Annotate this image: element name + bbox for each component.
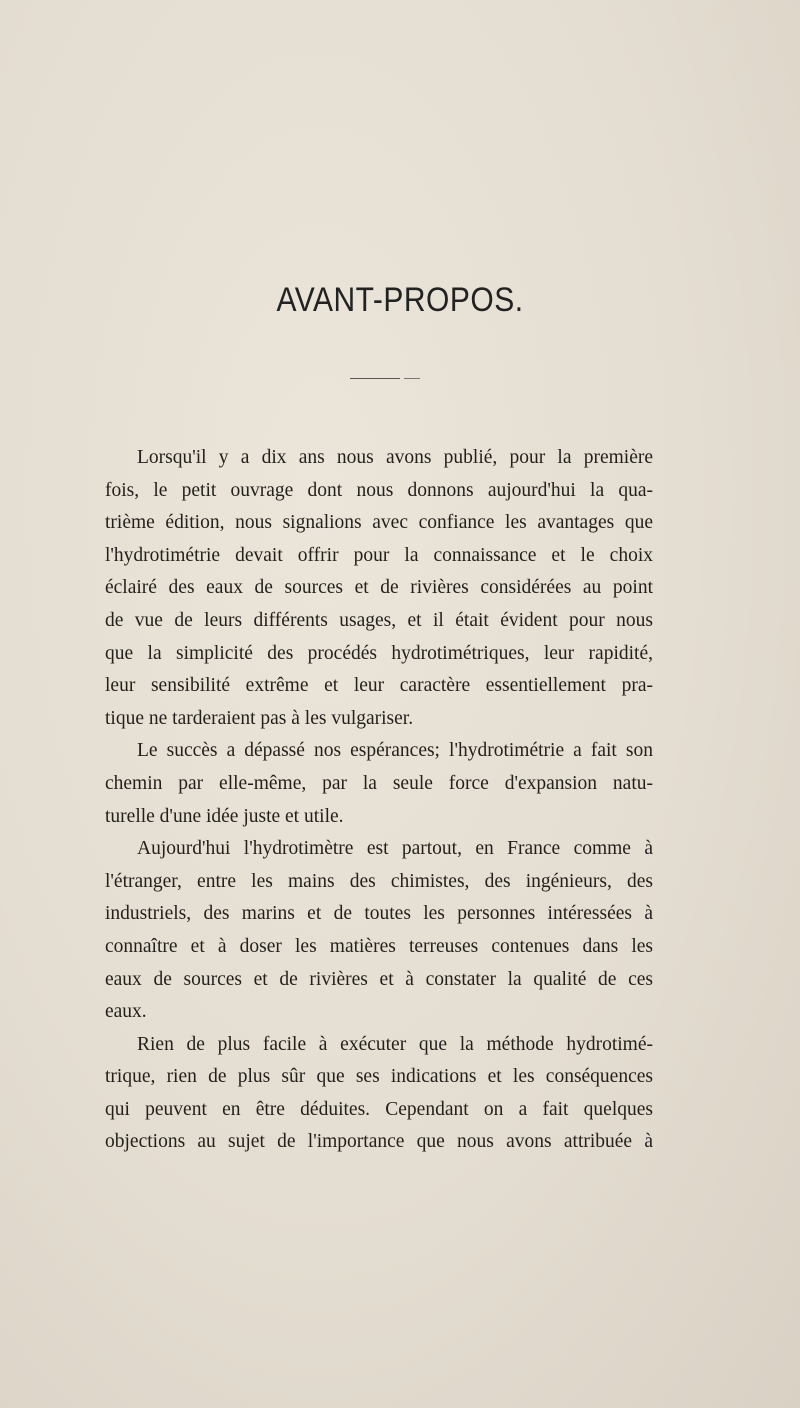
text-line: Aujourd'hui l'hydrotimètre est partout, en France comme à	[137, 838, 653, 860]
text-line: chemin par elle-même, par la seule force d'expansion natu-	[105, 772, 653, 794]
paragraph-4	[105, 1029, 653, 1159]
text-line: Rien de plus facile à exécuter que la méthode hydrotimé-	[137, 1033, 653, 1055]
text-line: eaux de sources et de rivières et à constater la qualité de ces	[105, 968, 653, 990]
text-line: tique ne tarderaient pas à les vulgariser.	[105, 707, 414, 729]
paragraph-1	[105, 442, 653, 735]
text-line: turelle d'une idée juste et utile.	[105, 805, 344, 827]
text-line: leur sensibilité extrême et leur caractère essentiellement pra-	[105, 675, 653, 697]
paragraph-3	[105, 833, 653, 1029]
page-title: AVANT-PROPOS.	[276, 281, 524, 319]
paragraph-2	[105, 735, 653, 833]
text-line: eaux.	[105, 1001, 147, 1023]
text-line: trique, rien de plus sûr que ses indications et les conséquences	[105, 1066, 653, 1088]
text-line: industriels, des marins et de toutes les personnes intéressées à	[105, 903, 653, 925]
text-line: fois, le petit ouvrage dont nous donnons aujourd'hui la qua-	[105, 479, 653, 501]
text-line: que la simplicité des procédés hydrotimétriques, leur rapidité,	[105, 642, 653, 664]
body-text	[105, 442, 653, 1159]
text-line: l'hydrotimétrie devait offrir pour la connaissance et le choix	[105, 544, 653, 566]
text-line: de vue de leurs différents usages, et il était évident pour nous	[105, 609, 653, 631]
text-line: connaître et à doser les matières terreuses contenues dans les	[105, 935, 653, 957]
text-line: Le succès a dépassé nos espérances; l'hydrotimétrie a fait son	[137, 740, 653, 762]
title-divider	[350, 378, 400, 379]
text-line: qui peuvent en être déduites. Cependant on a fait quelques	[105, 1098, 653, 1120]
text-line: l'étranger, entre les mains des chimistes, des ingénieurs, des	[105, 870, 653, 892]
text-line: éclairé des eaux de sources et de rivières considérées au point	[105, 577, 653, 599]
text-line: trième édition, nous signalions avec confiance les avantages que	[105, 512, 653, 534]
title-divider-tail	[404, 378, 420, 379]
text-line: objections au sujet de l'importance que nous avons attribuée à	[105, 1131, 653, 1153]
text-line: Lorsqu'il y a dix ans nous avons publié, pour la première	[137, 447, 653, 468]
